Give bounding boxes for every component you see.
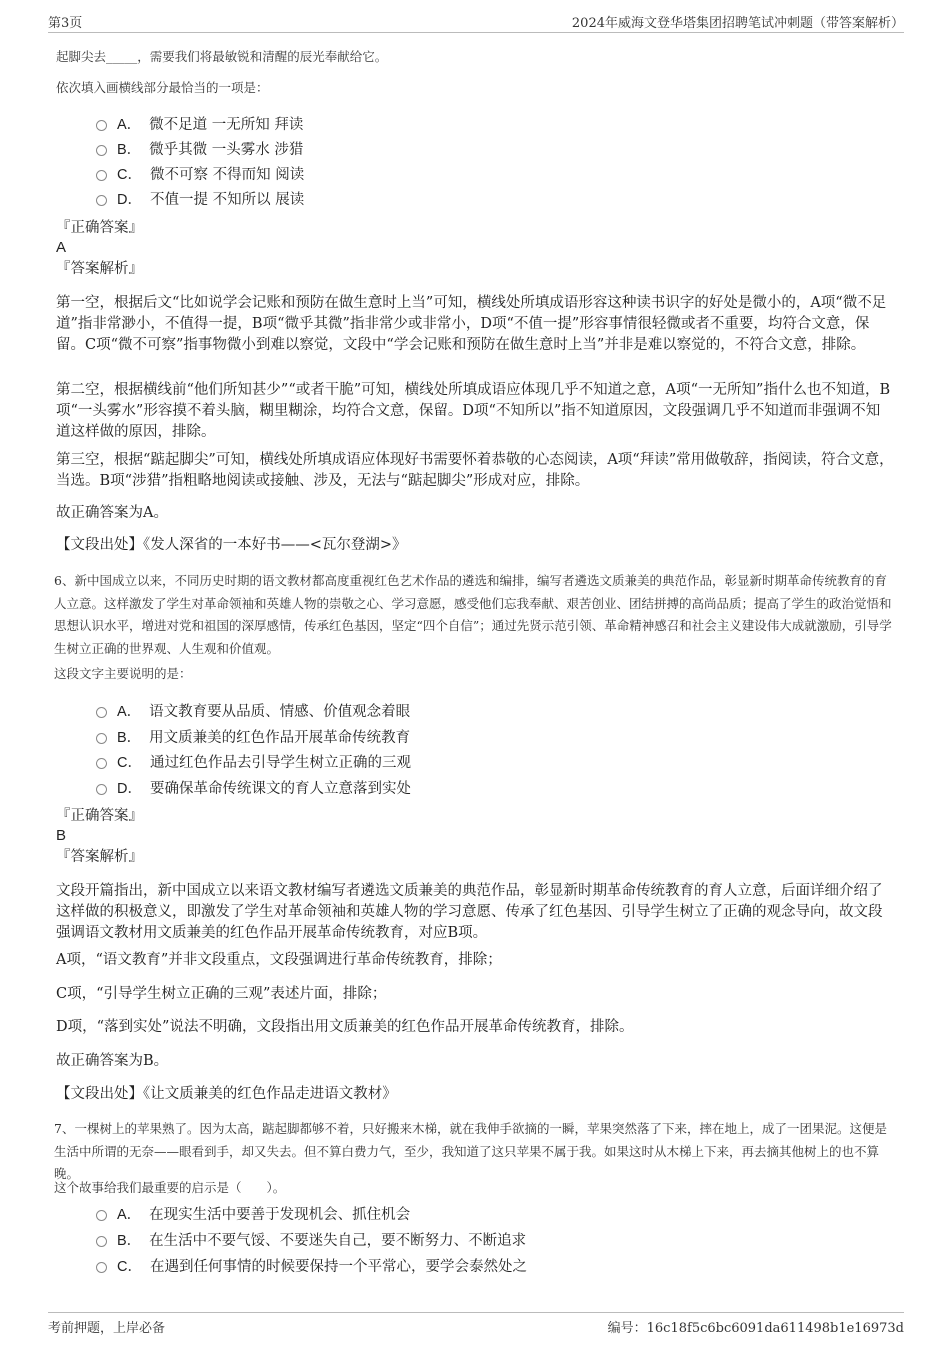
q6-stem: 6、新中国成立以来，不同历史时期的语文教材都高度重视红色艺术作品的遴选和编排，编写者遴选文质兼美的典范作品，彰显新时期革命传统教育的育人立意。这样激发了学生对革命领袖和英雄人物的崇敬之心、学习意愿，感受他们忘我奉献、艰苦创业、团结拼搏的高尚品质；提高了学生的政治觉悟和思想认识水平，增进对党和祖国的深厚感情，传承红色基因，坚定“四个自信”；通过先贤示范引领、革命精神感召和社会主义建设伟大成就激励，引导学生树立正确的世界观、人生观和价值观。 — [54, 573, 892, 656]
q6-option-d[interactable]: D． 要确保革命传统课文的育人立意落到实处 — [96, 775, 411, 801]
q5-answer: A — [56, 239, 67, 256]
q6-option-b[interactable]: B． 用文质兼美的红色作品开展革命传统教育 — [96, 724, 411, 750]
q6-options — [96, 698, 411, 800]
q5-answer-label: 『正确答案』 — [56, 220, 143, 236]
q6-analysis-label: 『答案解析』 — [56, 849, 143, 865]
q7-options — [96, 1200, 527, 1278]
radio-icon[interactable] — [96, 120, 107, 131]
radio-icon[interactable] — [96, 758, 107, 769]
q5-stem-continuation: 起脚尖去_____，需要我们将最敏锐和清醒的辰光奉献给它。 — [56, 49, 388, 64]
q7-prompt: 这个故事给我们最重要的启示是（ ）。 — [54, 1180, 286, 1195]
page-header — [48, 10, 904, 33]
q5-analysis-p3: 第三空，根据“踮起脚尖”可知，横线处所填成语应体现好书需要怀着恭敬的心态阅读，A项“拜读”常用做敬辞，指阅读，符合文意，当选。B项“涉猎”指粗略地阅读或接触、涉及，无法与“踮起脚尖”形成对应，排除。 — [56, 452, 894, 489]
document-title: 2024年威海文登华塔集团招聘笔试冲刺题（带答案解析） — [571, 16, 904, 31]
q7-option-a[interactable]: A． 在现实生活中要善于发现机会、抓住机会 — [96, 1200, 527, 1226]
radio-icon[interactable] — [96, 1236, 107, 1247]
q6-answer-label: 『正确答案』 — [56, 808, 143, 824]
q5-source: 【文段出处】《发人深省的一本好书——<瓦尔登湖>》 — [56, 537, 407, 553]
radio-icon[interactable] — [96, 195, 107, 206]
radio-icon[interactable] — [96, 1262, 107, 1273]
footer-slogan: 考前押题，上岸必备 — [48, 1321, 166, 1336]
q5-analysis-p1: 第一空，根据后文“比如说学会记账和预防在做生意时上当”可知，横线处所填成语形容这种读书识字的好处是微小的，A项“微不足道”指非常渺小，不值得一提，B项“微乎其微”指非常少或非常小，D项“不值一提”形容事情很轻微或者不重要，均符合文意，保留。C项“微不可察”指事物微小到难以察觉，文段中“学会记账和预防在做生意时上当”并非是难以察觉的，不符合文意，排除。 — [56, 295, 887, 353]
q5-prompt: 依次填入画横线部分最恰当的一项是： — [56, 80, 269, 95]
q6-prompt: 这段文字主要说明的是： — [54, 666, 192, 681]
q5-options — [96, 111, 304, 211]
q6-option-a[interactable]: A． 语文教育要从品质、情感、价值观念着眼 — [96, 698, 411, 724]
page-number: 第3页 — [48, 16, 83, 31]
radio-icon[interactable] — [96, 733, 107, 744]
q5-conclusion: 故正确答案为A。 — [56, 505, 168, 521]
q7-option-b[interactable]: B． 在生活中不要气馁、不要迷失自己，要不断努力、不断追求 — [96, 1226, 527, 1252]
radio-icon[interactable] — [96, 784, 107, 795]
q5-option-c[interactable]: C． 微不可察 不得而知 阅读 — [96, 161, 304, 186]
radio-icon[interactable] — [96, 1210, 107, 1221]
q5-option-d[interactable]: D． 不值一提 不知所以 展读 — [96, 186, 304, 211]
q6-analysis-p1: 文段开篇指出，新中国成立以来语文教材编写者遴选文质兼美的典范作品，彰显新时期革命传统教育的育人立意，后面详细介绍了这样做的积极意义，即激发了学生对革命领袖和英雄人物的学习意愿、传承了红色基因、引导学生树立了正确的观念导向，故文段强调语文教材用文质兼美的红色作品开展革命传统教育，对应B项。 — [56, 883, 883, 941]
q5-analysis-p2: 第二空，根据横线前“他们所知甚少”“或者干脆”可知，横线处所填成语应体现几乎不知道之意，A项“一无所知”指什么也不知道，B项“一头雾水”形容摸不着头脑，糊里糊涂，均符合文意，保留。D项“不知所以”指不知道原因，文段强调几乎不知道而非强调不知道这样做的原因，排除。 — [56, 382, 891, 440]
q5-option-b[interactable]: B． 微乎其微 一头雾水 涉猎 — [96, 136, 304, 161]
q5-option-a[interactable]: A． 微不足道 一无所知 拜读 — [96, 111, 304, 136]
q6-conclusion: 故正确答案为B。 — [56, 1053, 169, 1069]
q6-analysis-a: A项，“语文教育”并非文段重点，文段强调进行革命传统教育，排除； — [56, 952, 502, 968]
q6-option-c[interactable]: C． 通过红色作品去引导学生树立正确的三观 — [96, 749, 411, 775]
q6-answer: B — [56, 827, 67, 844]
radio-icon[interactable] — [96, 145, 107, 156]
radio-icon[interactable] — [96, 170, 107, 181]
document-id: 编号：16c18f5c6bc6091da611498b1e16973d — [607, 1321, 904, 1336]
q7-stem: 7、一棵树上的苹果熟了。因为太高，踮起脚都够不着，只好搬来木梯，就在我伸手欲摘的一瞬，苹果突然落了下来，摔在地上，成了一团果泥。这便是生活中所谓的无奈——眼看到手，却又失去。但不算白费力气，至少，我知道了这只苹果不属于我。如果这时从木梯上下来，再去摘其他树上的也不算晚。 — [54, 1121, 887, 1181]
q6-source: 【文段出处】《让文质兼美的红色作品走进语文教材》 — [56, 1086, 397, 1102]
page-footer — [48, 1312, 904, 1335]
radio-icon[interactable] — [96, 707, 107, 718]
q7-option-c[interactable]: C． 在遇到任何事情的时候要保持一个平常心，要学会泰然处之 — [96, 1252, 527, 1278]
q6-analysis-d: D项，“落到实处”说法不明确，文段指出用文质兼美的红色作品开展革命传统教育，排除。 — [56, 1019, 634, 1035]
q5-analysis-label: 『答案解析』 — [56, 261, 143, 277]
q6-analysis-c: C项，“引导学生树立正确的三观”表述片面，排除； — [56, 986, 387, 1002]
